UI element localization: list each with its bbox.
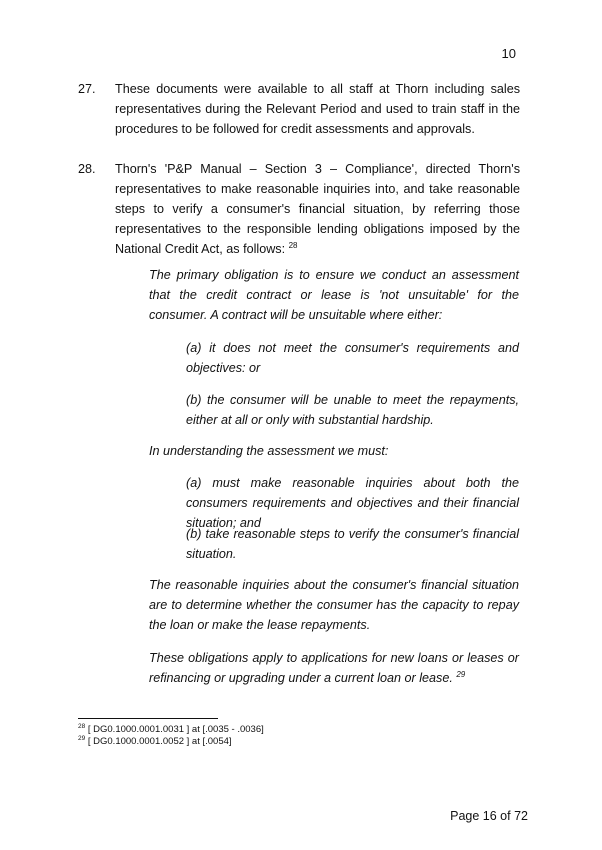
paragraph-28 — [78, 159, 520, 259]
quote-item-b: (b) the consumer will be unable to meet the repayments, either at all or only with substantial hardship. — [186, 393, 519, 427]
paragraph-text-wrap — [115, 159, 520, 259]
footnote-number: 28 — [78, 722, 86, 730]
footnote-29 — [78, 736, 232, 747]
paragraph-text: Thorn's 'P&P Manual – Section 3 – Compliance', directed Thorn's representatives to make reasonable inquiries into, and take reasonable steps to verify a consumer's financial situation, by referring those representatives to the responsible lending obligations imposed by the National Credit Act, as follows: — [115, 162, 520, 256]
footnote-text: [ DG0.1000.0001.0052 ] at [.0054] — [87, 736, 232, 747]
quote-obligations-wrap — [149, 648, 519, 688]
quote-obligations: These obligations apply to applications for new loans or leases or refinancing or upgrading under a current loan or lease. — [149, 651, 519, 685]
paragraph-27 — [78, 79, 520, 139]
quote-inquiries: The reasonable inquiries about the consumer's financial situation are to determine whether the consumer has the capacity to repay the loan or make the lease repayments. — [149, 578, 519, 632]
quote-must-a: (a) must make reasonable inquiries about both the consumers requirements and objectives and their financial situation; and — [186, 476, 519, 530]
paragraph-number: 28. — [78, 162, 96, 176]
quote-understanding: In understanding the assessment we must: — [149, 444, 389, 458]
quote-item-a: (a) it does not meet the consumer's requirements and objectives: or — [186, 341, 519, 375]
paragraph-text: These documents were available to all staff at Thorn including sales representatives during the Relevant Period and used to train staff in the procedures to be followed for credit assessments and approvals. — [115, 82, 520, 136]
footnote-divider — [78, 718, 218, 719]
footnote-28 — [78, 724, 264, 735]
page-number: 10 — [501, 46, 516, 61]
footnote-ref: 29 — [456, 669, 466, 679]
quote-must-b: (b) take reasonable steps to verify the consumer's financial situation. — [186, 527, 519, 561]
quote-intro: The primary obligation is to ensure we conduct an assessment that the credit contract or lease is 'not unsuitable' for the consumer. A contract will be unsuitable where either: — [149, 268, 519, 322]
paragraph-number: 27. — [78, 82, 96, 96]
footnote-number: 29 — [78, 734, 86, 742]
footnote-ref: 28 — [288, 240, 298, 250]
footnote-text: [ DG0.1000.0001.0031 ] at [.0035 - .0036] — [87, 724, 264, 735]
page-footer: Page 16 of 72 — [450, 809, 528, 823]
